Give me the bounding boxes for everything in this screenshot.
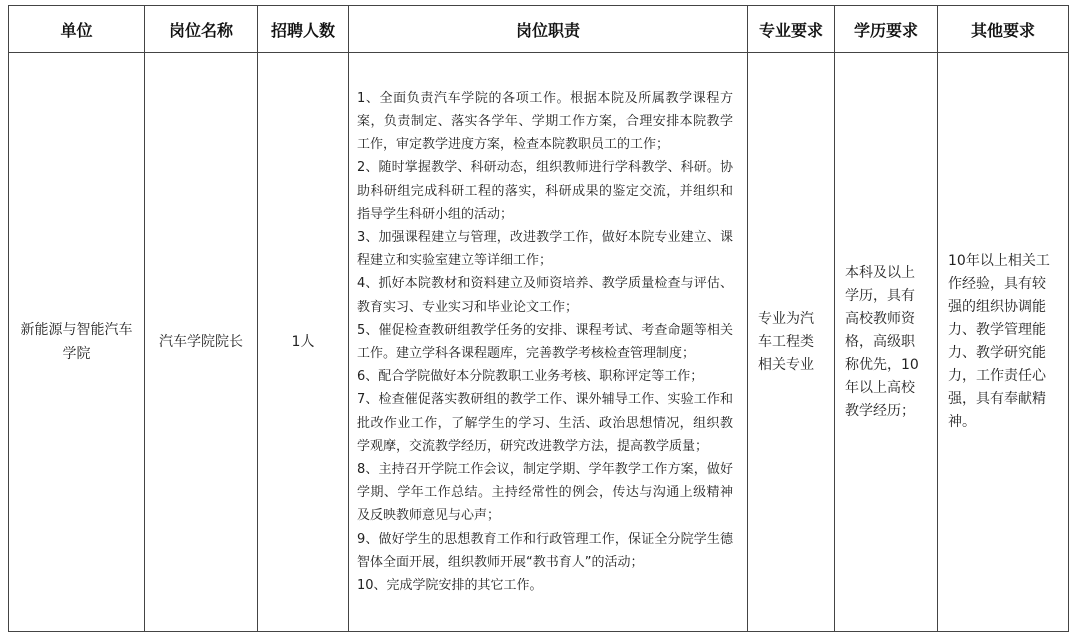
header-position: 岗位名称: [145, 6, 258, 53]
duty-item: 10、完成学院安排的其它工作。: [357, 578, 543, 594]
duty-item: 2、随时掌握教学、科研动态，组织教师进行学科教学、科研。协助科研组完成科研工程的落实，科研成果的鉴定交流，并组织和指导学生科研小组的活动；: [357, 160, 733, 222]
header-other: 其他要求: [938, 6, 1069, 53]
duties-list: [349, 87, 747, 597]
cell-position: 汽车学院院长: [145, 53, 258, 632]
cell-unit: 新能源与智能汽车学院: [9, 53, 145, 632]
header-duties: 岗位职责: [349, 6, 748, 53]
table-row: [9, 53, 1069, 632]
duty-item: 9、做好学生的思想教育工作和行政管理工作，保证全分院学生德智体全面开展，组织教师开展“教书育人”的活动；: [357, 531, 733, 570]
header-count: 招聘人数: [258, 6, 349, 53]
cell-major: 专业为汽车工程类相关专业: [748, 53, 835, 632]
duty-item: 7、检查催促落实教研组的教学工作、课外辅导工作、实验工作和批改作业工作，了解学生的学习、生活、政治思想情况，组织教学观摩，交流教学经历，研究改进教学方法，提高教学质量；: [357, 392, 733, 454]
cell-duties: [349, 53, 748, 632]
duty-item: 6、配合学院做好本分院教职工业务考核、职称评定等工作；: [357, 369, 704, 385]
duty-item: 5、催促检查教研组教学任务的安排、课程考试、考查命题等相关工作。建立学科各课程题库，完善教学考核检查管理制度；: [357, 322, 733, 361]
duty-item: 8、主持召开学院工作会议，制定学期、学年教学工作方案，做好学期、学年工作总结。主持经常性的例会，传达与沟通上级精神及反映教师意见与心声；: [357, 462, 733, 524]
duty-item: 1、全面负责汽车学院的各项工作。根据本院及所属教学课程方案，负责制定、落实各学年、学期工作方案，合理安排本院教学工作，审定教学进度方案，检查本院教职员工的工作；: [357, 90, 733, 153]
cell-education: 本科及以上学历，具有高校教师资格，高级职称优先，10年以上高校教学经历；: [835, 53, 938, 632]
header-major: 专业要求: [748, 6, 835, 53]
cell-other: 10年以上相关工作经验，具有较强的组织协调能力、教学管理能力、教学研究能力，工作责任心强，具有奉献精神。: [938, 53, 1069, 632]
cell-count: 1人: [258, 53, 349, 632]
header-row: [9, 6, 1069, 53]
duty-item: 4、抓好本院教材和资料建立及师资培养、教学质量检查与评估、教育实习、专业实习和毕业论文工作；: [357, 276, 733, 315]
header-education: 学历要求: [835, 6, 938, 53]
duty-item: 3、加强课程建立与管理，改进教学工作，做好本院专业建立、课程建立和实验室建立等详细工作；: [357, 229, 733, 269]
job-posting-table: [8, 5, 1069, 632]
header-unit: 单位: [9, 6, 145, 53]
job-table-container: [8, 5, 1069, 632]
